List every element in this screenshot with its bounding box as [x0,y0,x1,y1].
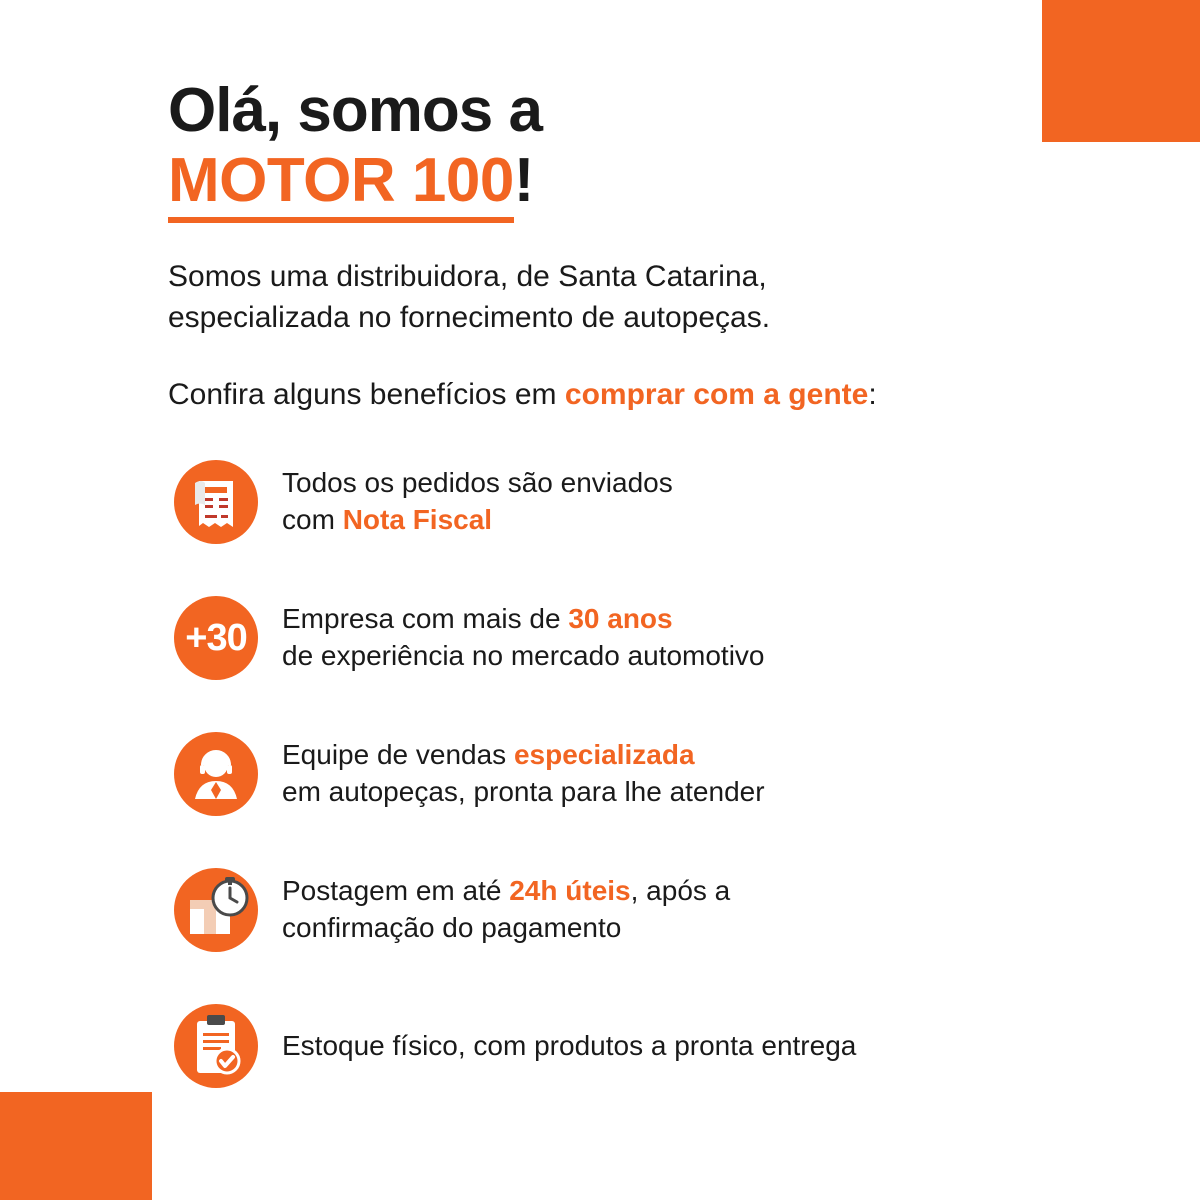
plus-30-badge-icon [168,590,264,686]
benefit-3-line1-prefix: Equipe de vendas [282,739,514,771]
page-content [168,78,1068,1094]
support-agent-icon [168,726,264,822]
box-stopwatch-icon [168,862,264,958]
list-item-text [282,465,673,539]
list-item [168,862,1068,958]
benefit-1-line2-prefix: com [282,504,343,536]
list-item [168,726,1068,822]
page-title-line1: Olá, somos a [168,76,542,145]
page-title-line2 [168,147,1068,215]
badge-30-label: +30 [185,616,247,659]
receipt-icon [168,454,264,550]
benefit-2-line1-prefix: Empresa com mais de [282,603,569,635]
brand-name: MOTOR 100 [168,146,514,223]
benefit-1-line2 [282,502,673,539]
decor-block-bottom-left [0,1092,152,1200]
benefits-lead-highlight: comprar com a gente [564,378,869,412]
benefits-lead-suffix: : [868,378,877,412]
benefit-3-line2: em autopeças, pronta para lhe atender [282,776,765,808]
list-item-text [282,873,730,947]
benefit-1-line1: Todos os pedidos são enviados [282,467,673,499]
benefits-lead [168,378,1068,412]
benefit-2-highlight: 30 anos [568,603,673,635]
list-item-text [282,601,765,675]
benefits-lead-prefix: Confira alguns benefícios em [168,378,565,412]
benefit-5-line1: Estoque físico, com produtos a pronta entrega [282,1029,857,1061]
benefit-4-line2: confirmação do pagamento [282,912,622,944]
benefit-2-line2: de experiência no mercado automotivo [282,640,765,672]
benefit-3-highlight: especializada [513,739,695,771]
benefit-4-highlight: 24h úteis [509,875,631,907]
list-item-text [282,1028,856,1065]
list-item [168,590,1068,686]
clipboard-check-icon [168,998,264,1094]
intro-paragraph [168,257,1068,338]
intro-line-1: Somos uma distribuidora, de Santa Catarina, [168,260,767,294]
benefits-list [168,454,1068,1094]
list-item-text [282,737,765,811]
list-item [168,454,1068,550]
intro-line-2: especializada no fornecimento de autopeças. [168,300,771,334]
benefit-4-line1-prefix: Postagem em até [282,875,510,907]
brand-exclamation: ! [513,146,534,216]
benefit-1-highlight: Nota Fiscal [342,504,493,536]
list-item [168,998,1068,1094]
benefit-4-line1-suffix: , após a [630,875,731,907]
